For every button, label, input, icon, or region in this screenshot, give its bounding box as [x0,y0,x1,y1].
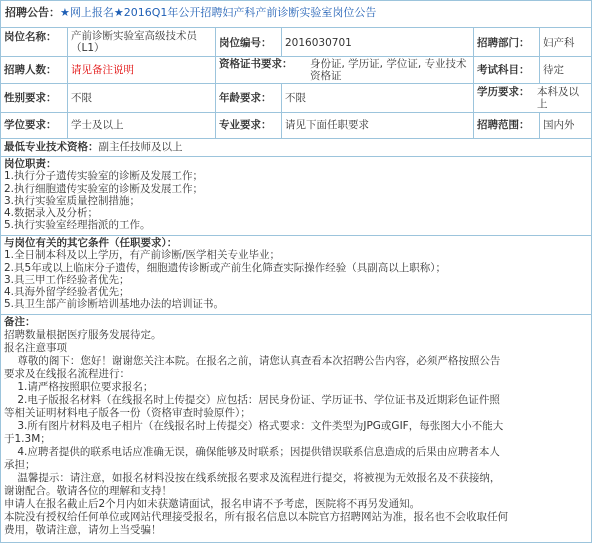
requirement-item: 5.具卫生部产前诊断培训基地办法的培训证书。 [4,298,225,311]
info-row-count [1,57,591,84]
scope-value: 国内外 [539,113,591,138]
age-label: 年龄要求： [215,84,281,112]
remark-line: 招聘数量根据医疗服务发展待定。 [4,329,162,341]
duty-item: 1.执行分子遗传实验室的诊断及发展工作； [4,170,204,183]
remarks-section [1,315,591,542]
remark-line: 2.电子版报名材料（在线报名时上传提交）应包括：居民身份证、学历证书、学位证书及近期彩色证件照 [4,394,500,406]
certificate-label: 资格证书要求： [215,57,311,83]
duties-section [1,157,591,236]
department-value: 妇产科 [539,28,591,56]
duty-item: 4.数据录入及分析； [4,207,99,220]
remark-line: 尊敬的阁下：您好！谢谢您关注本院。在报名之前，请您认真查看本次招聘公告内容，必须严格按照公告 [4,355,501,367]
degree-value: 学士及以上 [67,113,215,138]
qualification-value: 副主任技师及以上 [98,141,183,153]
remark-line: 谢谢配合。敬请各位的理解和支持！ [4,485,172,497]
major-value: 请见下面任职要求 [281,113,473,138]
headcount-value: 请见备注说明 [67,57,215,83]
exam-value: 待定 [539,57,591,83]
department-label: 招聘部门： [473,28,539,56]
age-value: 不限 [281,84,473,112]
posting-title[interactable]: ★网上报名★2016Q1年公开招聘妇产科产前诊断实验室岗位公告 [60,6,377,19]
exam-label: 考试科目： [473,57,539,83]
remark-line: 申请人在报名截止后2个月内如未获邀请面试，报名申请不予考虑，医院将不再另发通知。 [4,498,421,510]
duties-header: 岗位职责： [4,158,57,170]
position-code-value: 2016030701 [281,28,473,56]
education-value: 本科及以上 [537,86,579,110]
headcount-label: 招聘人数： [4,64,57,76]
remark-line: 本院没有授权给任何单位或网站代理接受报名，所有报名信息以本院官方招聘网站为准，报名也不会收取任何 [4,511,508,523]
remark-line: 费用，敬请注意，请勿上当受骗！ [4,524,162,536]
position-name-value: 产前诊断实验室高级技术员（L1） [67,28,215,56]
info-row-degree [1,113,591,139]
duty-item: 3.执行实验室质量控制措施； [4,194,141,207]
info-row-position [1,28,591,57]
qualification-label: 最低专业技术资格： [4,141,99,153]
remarks-header: 备注： [4,316,36,328]
certificate-value: 身份证, 学历证, 学位证, 专业技术资格证 [310,58,467,82]
info-row-qualification [1,139,591,157]
remark-line: 温馨提示：请注意，如报名材料没按在线系统报名要求及流程进行提交，将被视为无效报名及不获接纳， [4,472,501,484]
requirements-section [1,236,591,315]
posting-title-label: 招聘公告： [5,6,60,19]
education-label: 学历要求： [473,84,539,112]
remark-line: 于1.3M； [4,433,51,445]
requirement-item: 1.全日制本科及以上学历，有产前诊断/医学相关专业毕业； [4,249,281,262]
scope-label: 招聘范围： [473,113,539,138]
remark-line: 4.应聘者提供的联系电话应准确无误，确保能够及时联系；因提供错误联系信息造成的后果由应聘者本人 [4,446,500,458]
remark-line: 等相关证明材料电子版各一份（资格审查时验原件）； [4,407,251,419]
remark-line: 3.所有图片材料及电子相片（在线报名时上传提交）格式要求：文件类型为JPG或GIF，每张图大小不能大 [4,420,504,432]
info-row-gender [1,84,591,113]
posting-title-row [1,1,591,28]
position-code-label: 岗位编号： [215,28,281,56]
requirement-item: 2.具5年或以上临床分子遗传，细胞遗传诊断或产前生化筛查实际操作经验（具副高以上职称）； [4,261,446,274]
remark-line: 1.请严格按照职位要求报名； [4,381,154,393]
remark-line: 报名注意事项 [4,342,67,354]
gender-label: 性别要求： [4,92,57,104]
degree-label: 学位要求： [4,119,57,131]
duty-item: 2.执行细胞遗传实验室的诊断及发展工作； [4,182,204,195]
gender-value: 不限 [67,84,215,112]
remark-line: 要求及在线报名流程进行： [4,368,130,380]
duty-item: 5.执行实验室经理指派的工作。 [4,219,151,232]
requirement-item: 3.具三甲工作经验者优先； [4,273,130,286]
position-name-label: 岗位名称： [4,31,57,43]
major-label: 专业要求： [215,113,281,138]
requirements-header: 与岗位有关的其它条件（任职要求）： [4,237,178,249]
remark-line: 承担； [4,459,36,471]
requirement-item: 4.具海外留学经验者优先； [4,286,130,299]
